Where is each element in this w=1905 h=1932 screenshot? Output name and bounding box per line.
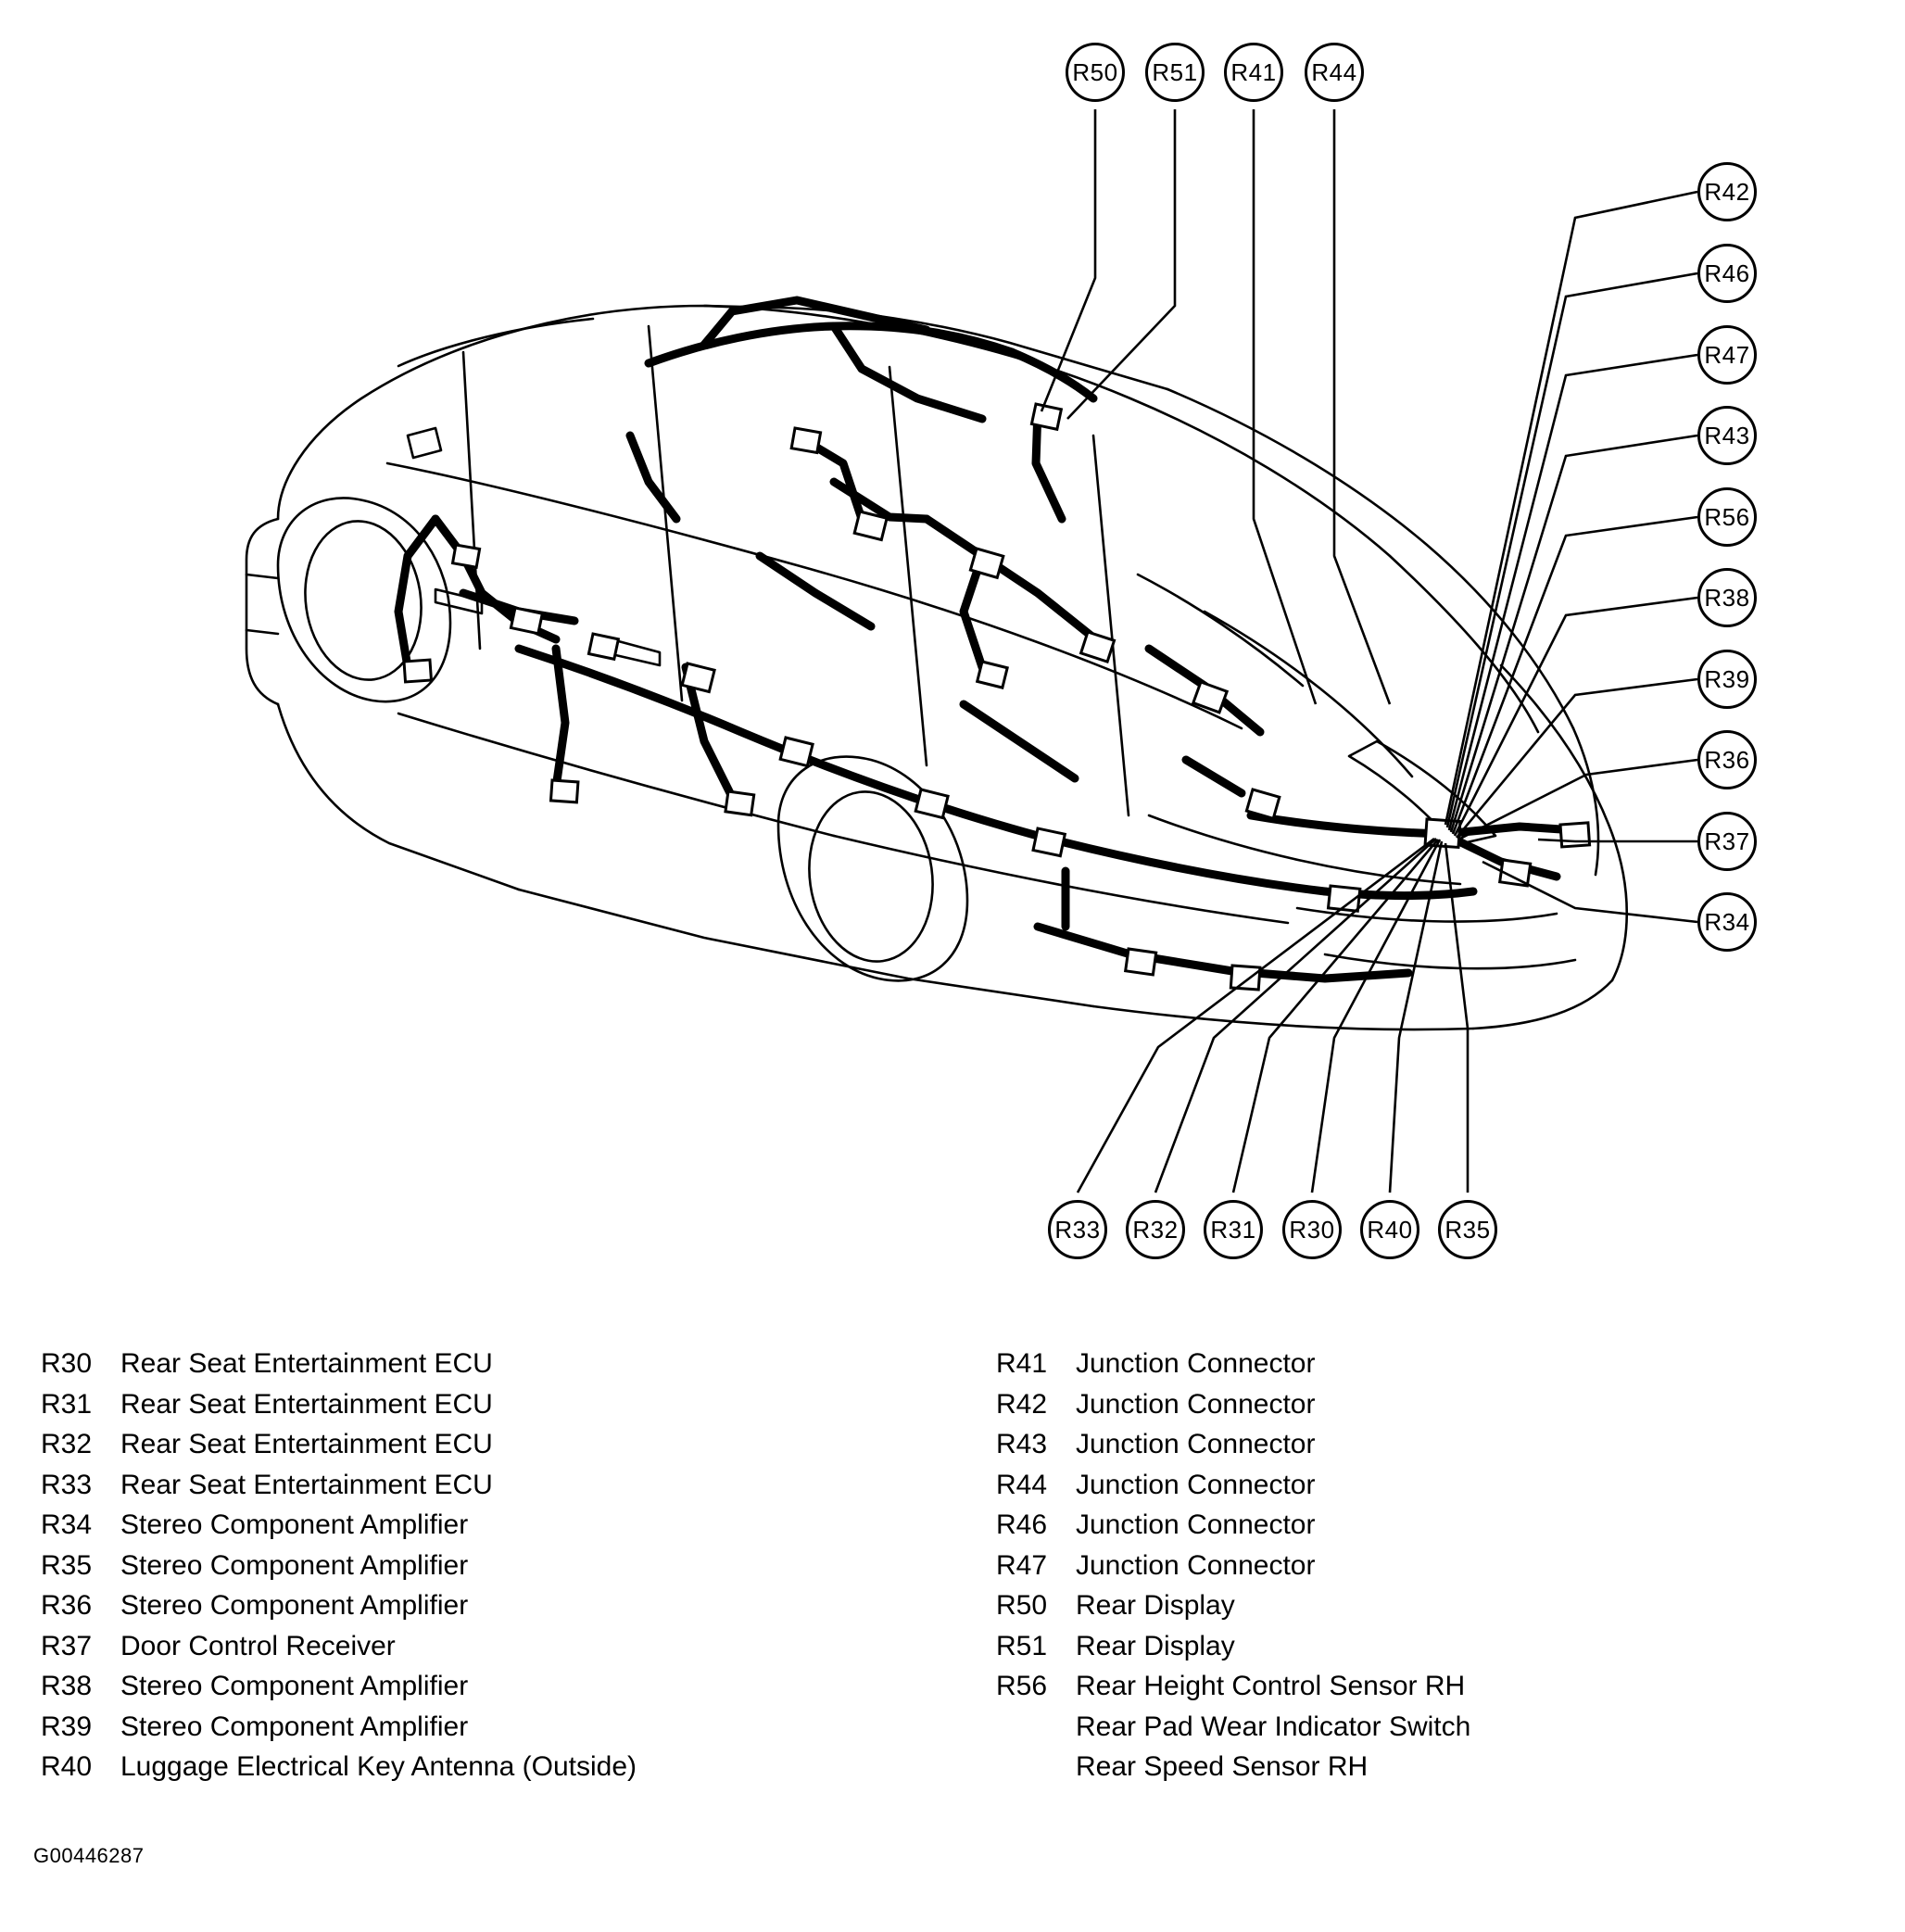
legend-label: Rear Pad Wear Indicator Switch bbox=[1076, 1711, 1471, 1742]
legend-item bbox=[996, 1751, 1470, 1792]
legend-label: Rear Height Control Sensor RH bbox=[1076, 1671, 1466, 1701]
legend-item bbox=[41, 1429, 637, 1470]
callout-label: R33 bbox=[1054, 1215, 1101, 1244]
callout-label: R50 bbox=[1072, 57, 1118, 86]
legend-code: R50 bbox=[996, 1590, 1048, 1621]
legend-item bbox=[996, 1470, 1470, 1510]
legend-item bbox=[996, 1590, 1470, 1631]
legend-label: Stereo Component Amplifier bbox=[120, 1509, 469, 1540]
callout-label: R44 bbox=[1311, 57, 1357, 86]
legend-label: Junction Connector bbox=[1076, 1469, 1316, 1500]
callout-label: R34 bbox=[1704, 907, 1750, 936]
legend-item bbox=[41, 1550, 637, 1591]
legend-item bbox=[996, 1550, 1470, 1591]
legend-code: R43 bbox=[996, 1429, 1048, 1459]
callout-label: R32 bbox=[1132, 1215, 1179, 1244]
legend-item bbox=[41, 1348, 637, 1389]
callout-label: R38 bbox=[1704, 583, 1750, 612]
callout-label: R30 bbox=[1289, 1215, 1335, 1244]
legend-item bbox=[996, 1671, 1470, 1711]
legend-code: R33 bbox=[41, 1469, 93, 1500]
callout-r41[interactable] bbox=[1224, 43, 1283, 102]
legend-code: R44 bbox=[996, 1469, 1048, 1500]
callout-r40[interactable] bbox=[1360, 1200, 1419, 1259]
callout-r51[interactable] bbox=[1145, 43, 1205, 102]
legend-item bbox=[996, 1348, 1470, 1389]
legend-item bbox=[41, 1470, 637, 1510]
callout-r44[interactable] bbox=[1305, 43, 1364, 102]
legend-code: R40 bbox=[41, 1751, 93, 1782]
callout-label: R37 bbox=[1704, 827, 1750, 855]
legend-label: Rear Seat Entertainment ECU bbox=[120, 1429, 493, 1459]
legend-label: Door Control Receiver bbox=[120, 1630, 396, 1661]
legend-label: Rear Display bbox=[1076, 1590, 1235, 1621]
callout-r42[interactable] bbox=[1697, 162, 1757, 221]
legend-code: R46 bbox=[996, 1509, 1048, 1540]
callout-r38[interactable] bbox=[1697, 568, 1757, 627]
legend-label: Stereo Component Amplifier bbox=[120, 1590, 469, 1621]
legend-code: R51 bbox=[996, 1630, 1048, 1661]
callout-label: R41 bbox=[1230, 57, 1277, 86]
legend bbox=[0, 1348, 1905, 1867]
legend-column-left bbox=[41, 1348, 637, 1792]
callout-r30[interactable] bbox=[1282, 1200, 1342, 1259]
callout-r50[interactable] bbox=[1066, 43, 1125, 102]
callout-label: R43 bbox=[1704, 421, 1750, 449]
legend-code: R31 bbox=[41, 1388, 93, 1420]
legend-label: Rear Display bbox=[1076, 1630, 1235, 1661]
legend-item bbox=[996, 1429, 1470, 1470]
legend-code: R35 bbox=[41, 1549, 93, 1581]
callout-label: R46 bbox=[1704, 259, 1750, 287]
legend-item bbox=[996, 1389, 1470, 1430]
legend-code: R47 bbox=[996, 1549, 1048, 1581]
callout-label: R36 bbox=[1704, 745, 1750, 774]
callout-r36[interactable] bbox=[1697, 730, 1757, 789]
callout-label: R39 bbox=[1704, 664, 1750, 693]
legend-column-right bbox=[996, 1348, 1470, 1792]
legend-label: Stereo Component Amplifier bbox=[120, 1549, 469, 1581]
callout-r46[interactable] bbox=[1697, 244, 1757, 303]
callout-label: R31 bbox=[1210, 1215, 1256, 1244]
legend-code: R38 bbox=[41, 1671, 93, 1701]
legend-label: Rear Speed Sensor RH bbox=[1076, 1751, 1369, 1782]
legend-label: Rear Seat Entertainment ECU bbox=[120, 1348, 493, 1379]
legend-code: R39 bbox=[41, 1711, 93, 1742]
callout-r31[interactable] bbox=[1204, 1200, 1263, 1259]
callout-r37[interactable] bbox=[1697, 812, 1757, 871]
legend-code: R37 bbox=[41, 1630, 93, 1661]
legend-code: R34 bbox=[41, 1509, 93, 1540]
legend-label: Rear Seat Entertainment ECU bbox=[120, 1469, 493, 1500]
legend-label: Junction Connector bbox=[1076, 1429, 1316, 1459]
legend-item bbox=[41, 1631, 637, 1672]
legend-label: Junction Connector bbox=[1076, 1348, 1316, 1379]
callout-label: R47 bbox=[1704, 340, 1750, 369]
callout-r39[interactable] bbox=[1697, 650, 1757, 709]
callout-r47[interactable] bbox=[1697, 325, 1757, 385]
callout-r43[interactable] bbox=[1697, 406, 1757, 465]
legend-label: Junction Connector bbox=[1076, 1388, 1316, 1420]
legend-item bbox=[996, 1509, 1470, 1550]
legend-code: R32 bbox=[41, 1429, 93, 1459]
legend-code: R56 bbox=[996, 1671, 1048, 1701]
callout-r33[interactable] bbox=[1048, 1200, 1107, 1259]
callout-r35[interactable] bbox=[1438, 1200, 1497, 1259]
legend-code: R30 bbox=[41, 1348, 93, 1379]
callout-label: R56 bbox=[1704, 502, 1750, 531]
legend-item bbox=[41, 1509, 637, 1550]
legend-label: Stereo Component Amplifier bbox=[120, 1671, 469, 1701]
callout-r32[interactable] bbox=[1126, 1200, 1185, 1259]
callout-label: R35 bbox=[1445, 1215, 1491, 1244]
legend-item bbox=[996, 1711, 1470, 1752]
legend-label: Stereo Component Amplifier bbox=[120, 1711, 469, 1742]
callout-label: R51 bbox=[1152, 57, 1198, 86]
legend-label: Luggage Electrical Key Antenna (Outside) bbox=[120, 1751, 637, 1782]
callout-label: R40 bbox=[1367, 1215, 1413, 1244]
legend-code: R36 bbox=[41, 1590, 93, 1621]
legend-code: R42 bbox=[996, 1388, 1048, 1420]
legend-item bbox=[41, 1711, 637, 1752]
legend-item bbox=[41, 1671, 637, 1711]
legend-item bbox=[996, 1631, 1470, 1672]
legend-item bbox=[41, 1389, 637, 1430]
legend-code: R41 bbox=[996, 1348, 1048, 1379]
figure-id-code: G00446287 bbox=[33, 1844, 145, 1867]
legend-item bbox=[41, 1751, 637, 1792]
callout-r56[interactable] bbox=[1697, 487, 1757, 547]
legend-label: Junction Connector bbox=[1076, 1549, 1316, 1581]
callout-label: R42 bbox=[1704, 177, 1750, 206]
legend-item bbox=[41, 1590, 637, 1631]
callout-r34[interactable] bbox=[1697, 892, 1757, 952]
legend-label: Junction Connector bbox=[1076, 1509, 1316, 1540]
legend-label: Rear Seat Entertainment ECU bbox=[120, 1388, 493, 1420]
